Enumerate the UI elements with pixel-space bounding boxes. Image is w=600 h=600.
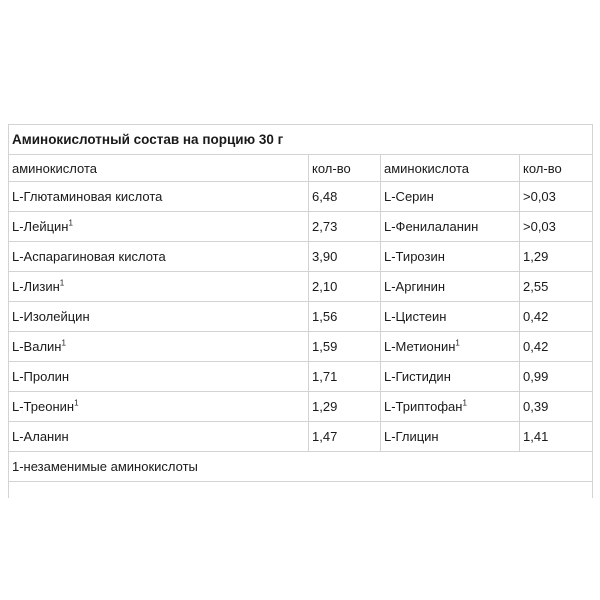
amino-name-cell: L-Лейцин$^1$: [9, 212, 309, 242]
amino-qty-cell: 0,42: [520, 302, 593, 332]
amino-qty-cell: 1,47: [309, 422, 381, 452]
amino-name-cell: L-Лизин$^1$: [9, 272, 309, 302]
table-row: [9, 242, 593, 272]
title-row: [9, 125, 593, 155]
table-row: [9, 182, 593, 212]
amino-name-cell: L-Глицин: [381, 422, 520, 452]
footnote-row: [9, 452, 593, 482]
amino-name-cell: L-Фенилаланин: [381, 212, 520, 242]
amino-name-cell: L-Пролин: [9, 362, 309, 392]
amino-name-cell: L-Изолейцин: [9, 302, 309, 332]
table-row: [9, 272, 593, 302]
footnote-marker: 1: [74, 398, 79, 408]
amino-qty-cell: 1,56: [309, 302, 381, 332]
amino-qty-cell: 1,41: [520, 422, 593, 452]
table-row: [9, 302, 593, 332]
amino-qty-cell: 2,55: [520, 272, 593, 302]
footnote-marker: 1: [462, 398, 467, 408]
amino-name-cell: L-Треонин$^1$: [9, 392, 309, 422]
amino-qty-cell: 1,29: [520, 242, 593, 272]
amino-qty-cell: >0,03: [520, 212, 593, 242]
amino-qty-cell: 1,59: [309, 332, 381, 362]
amino-name-cell: L-Метионин$^1$: [381, 332, 520, 362]
footnote-text: 1-незаменимые аминокислоты: [9, 452, 593, 482]
amino-name-cell: L-Аргинин: [381, 272, 520, 302]
table-row: [9, 362, 593, 392]
table-title: Аминокислотный состав на порцию 30 г: [9, 125, 593, 155]
amino-qty-cell: 2,73: [309, 212, 381, 242]
amino-qty-cell: 0,42: [520, 332, 593, 362]
amino-name-cell: L-Валин$^1$: [9, 332, 309, 362]
amino-qty-cell: 3,90: [309, 242, 381, 272]
amino-qty-cell: 1,71: [309, 362, 381, 392]
amino-qty-cell: 0,39: [520, 392, 593, 422]
footnote-marker: 1: [455, 338, 460, 348]
table-tail: [9, 482, 593, 499]
amino-name-cell: L-Аланин: [9, 422, 309, 452]
amino-name-cell: L-Цистеин: [381, 302, 520, 332]
footnote-marker: 1: [61, 338, 66, 348]
amino-acid-table-container: [8, 124, 592, 498]
amino-qty-cell: 2,10: [309, 272, 381, 302]
table-row: [9, 422, 593, 452]
amino-qty-cell: 0,99: [520, 362, 593, 392]
amino-qty-cell: >0,03: [520, 182, 593, 212]
amino-qty-cell: 1,29: [309, 392, 381, 422]
table-row: [9, 392, 593, 422]
amino-name-cell: L-Серин: [381, 182, 520, 212]
amino-qty-cell: 6,48: [309, 182, 381, 212]
header-row: [9, 155, 593, 182]
amino-name-cell: L-Аспарагиновая кислота: [9, 242, 309, 272]
table-row: [9, 332, 593, 362]
header-amino-right: аминокислота: [381, 155, 520, 182]
amino-name-cell: L-Триптофан$^1$: [381, 392, 520, 422]
footnote-marker: 1: [59, 278, 65, 288]
amino-acid-table: [8, 124, 593, 498]
header-qty-right: кол-во: [520, 155, 593, 182]
amino-name-cell: L-Глютаминовая кислота: [9, 182, 309, 212]
amino-name-cell: L-Тирозин: [381, 242, 520, 272]
amino-name-cell: L-Гистидин: [381, 362, 520, 392]
header-qty-left: кол-во: [309, 155, 381, 182]
table-row: [9, 212, 593, 242]
footnote-marker: 1: [68, 218, 73, 228]
table-tail-cell: [9, 482, 593, 499]
header-amino-left: аминокислота: [9, 155, 309, 182]
